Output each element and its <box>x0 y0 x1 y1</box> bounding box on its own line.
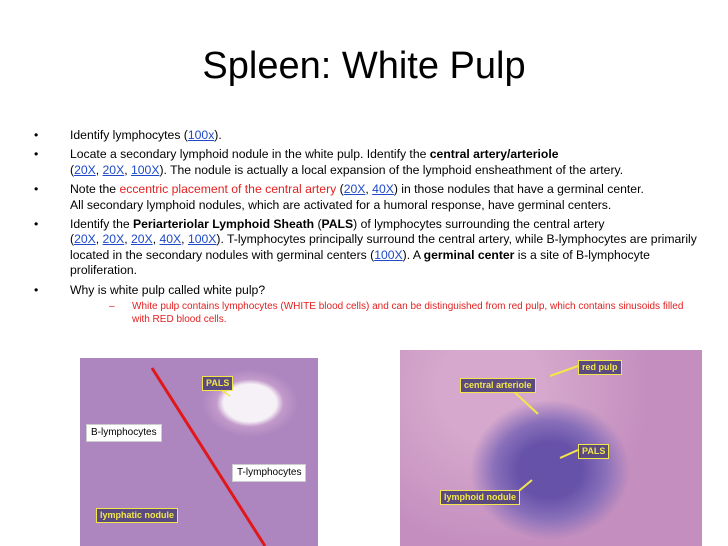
bullet-text: , <box>124 162 131 177</box>
bullet-item <box>30 283 700 326</box>
redpulp-arrow <box>550 366 578 376</box>
bullet-text: , <box>365 182 373 197</box>
t-lymphocytes-label: T-lymphocytes <box>232 464 306 482</box>
bullet-text: ) in those nodules that have a germinal center. <box>393 182 644 197</box>
highlight-text: eccentric placement of the central artery <box>119 182 337 197</box>
bold-term: central artery/arteriole <box>429 147 559 162</box>
bullet-item <box>30 217 700 279</box>
pals-tag-right: PALS <box>578 444 609 459</box>
magnification-link[interactable]: 20X <box>74 232 96 247</box>
bullet-list <box>30 128 700 330</box>
magnification-link[interactable]: 100X <box>374 247 403 262</box>
bold-term: germinal center <box>423 247 515 262</box>
magnification-link[interactable]: 40X <box>372 182 394 197</box>
magnification-link[interactable]: 100x <box>187 128 215 142</box>
bullet-text: ( <box>314 217 322 232</box>
sub-bullet-text: White pulp contains lymphocytes (WHITE blood cells) and can be distinguished from red pulp, which contains sinusoids filled with RED blood cells. <box>132 301 684 326</box>
lymphatic-nodule-tag: lymphatic nodule <box>96 508 178 523</box>
magnification-link[interactable]: 100X <box>187 232 217 247</box>
micrograph-pals <box>80 358 318 546</box>
bullet-text: ( <box>70 232 75 247</box>
b-lymphocytes-label: B-lymphocytes <box>86 424 162 442</box>
bullet-item <box>30 147 700 178</box>
micrograph-arrows <box>400 350 702 546</box>
bullet-text: , <box>181 232 188 247</box>
bullet-marker: • <box>34 217 39 232</box>
magnification-link[interactable]: 100X <box>131 162 160 177</box>
bullet-text: Identify lymphocytes ( <box>70 128 188 142</box>
bullet-text: Why is white pulp called white pulp? <box>70 282 266 297</box>
pals-arrow <box>560 450 578 458</box>
bullet-text: ). <box>214 128 222 142</box>
bullet-text: , <box>95 232 103 247</box>
bullet-text: ) of lymphocytes surrounding the central artery <box>353 217 605 232</box>
bullet-item <box>30 128 700 143</box>
lymphoid-nodule-tag: lymphoid nodule <box>440 490 520 505</box>
bullet-text: ). A <box>402 247 424 262</box>
bullet-text: All secondary lymphoid nodules, which are activated for a humoral response, have germinal centers. <box>70 197 612 212</box>
sub-bullet-marker: – <box>109 301 115 313</box>
magnification-link[interactable]: 20X <box>102 232 125 247</box>
magnification-link[interactable]: 20X <box>343 182 366 197</box>
bullet-text: ( <box>336 182 344 197</box>
pals-tag: PALS <box>202 376 233 391</box>
bullet-text: Locate a secondary lymphoid nodule in the white pulp. Identify the <box>70 147 430 162</box>
slide-title: Spleen: White Pulp <box>202 45 526 87</box>
bullet-text: ( <box>70 162 75 177</box>
bullet-marker: • <box>34 147 39 162</box>
micrograph-white-pulp <box>400 350 702 546</box>
bullet-text: Identify the <box>70 217 134 232</box>
bold-term: PALS <box>321 217 354 232</box>
bullet-marker: • <box>34 182 39 197</box>
central-arteriole-tag: central arteriole <box>460 378 536 393</box>
bullet-text: , <box>152 232 160 247</box>
magnification-link[interactable]: 20X <box>131 232 153 247</box>
bullet-text: is a site of B-lymphocyte proliferation. <box>70 247 650 278</box>
sub-bullet <box>30 300 700 326</box>
bullet-text: , <box>95 162 103 177</box>
bullet-text: , <box>124 232 131 247</box>
magnification-link[interactable]: 20X <box>74 162 96 177</box>
bullet-text: Note the <box>70 182 120 197</box>
bullet-text: ). The nodule is actually a local expansion of the lymphoid ensheathment of the artery. <box>159 162 624 177</box>
bullet-marker: • <box>34 128 39 142</box>
bold-term: Periarteriolar Lymphoid Sheath <box>133 217 315 232</box>
magnification-link[interactable]: 40X <box>159 232 182 247</box>
bullet-text: ). T-lymphocytes principally surround the central artery, while B-lymphocytes are primarily located in the secondary nodules with germinal centers ( <box>70 232 697 262</box>
bullet-marker: • <box>34 282 39 297</box>
bullet-item <box>30 182 700 213</box>
red-pulp-tag: red pulp <box>578 360 622 375</box>
magnification-link[interactable]: 20X <box>102 162 125 177</box>
